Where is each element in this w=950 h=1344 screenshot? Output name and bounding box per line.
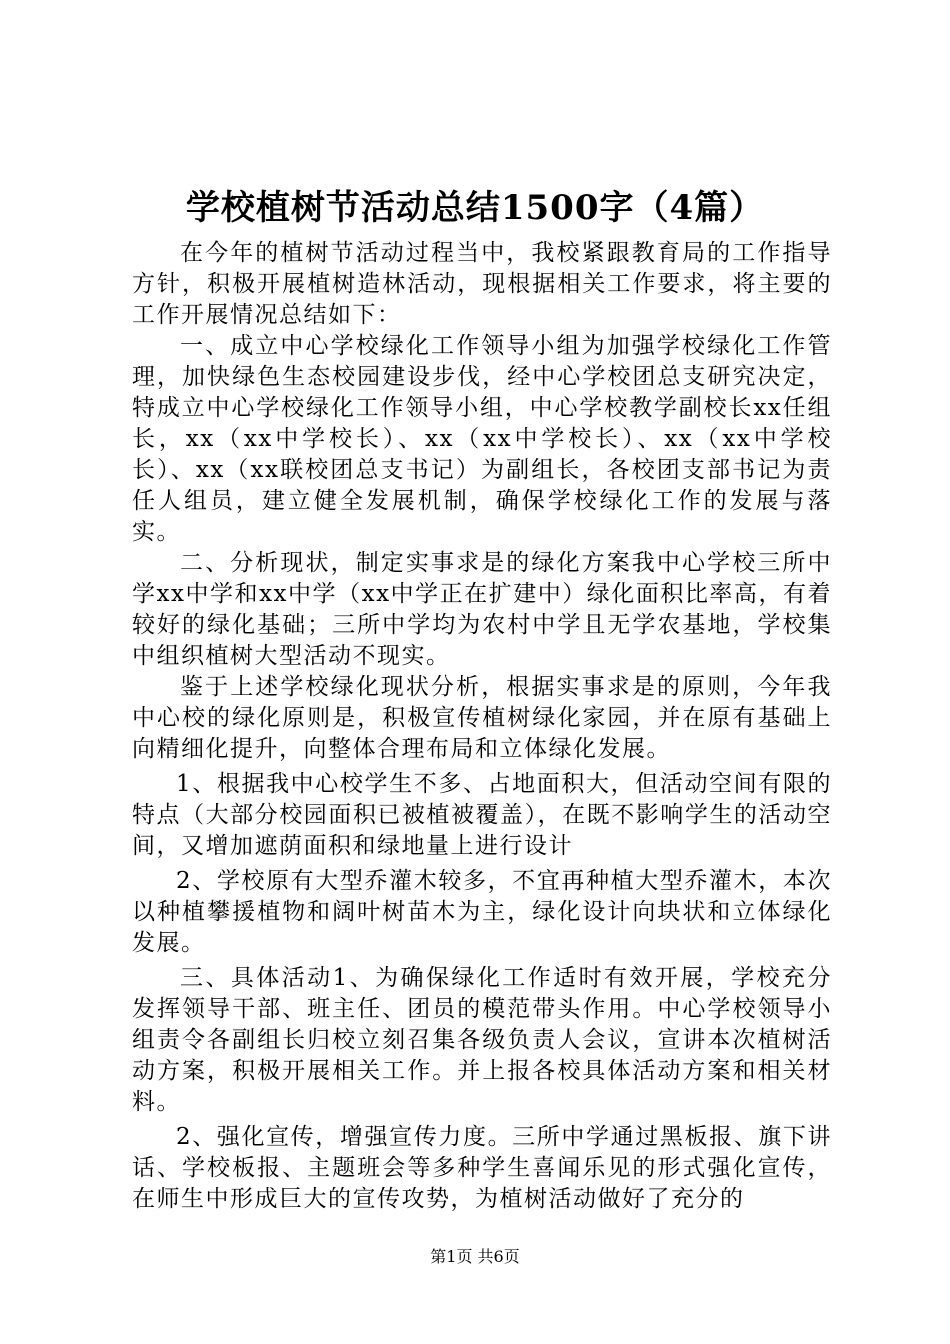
paragraph-principle: 鉴于上述学校绿化现状分析，根据实事求是的原则，今年我中心校的绿化原则是，积极宣传植树绿化家园，并在原有基础上向精细化提升，向整体合理布局和立体绿化发展。 xyxy=(132,674,832,762)
page-number-footer: 第1页 共6页 xyxy=(430,1247,520,1266)
document-title: 学校植树节活动总结1500字（4篇） xyxy=(185,188,765,228)
document-body xyxy=(132,238,832,1215)
paragraph-section-3: 三、具体活动1、为确保绿化工作适时有效开展，学校充分发挥领导干部、班主任、团员的模范带头作用。中心学校领导小组责令各副组长归校立刻召集各级负责人会议，宣讲本次植树活动方案，积极开展相关工作。并上报各校具体活动方案和相关材料。 xyxy=(132,965,832,1115)
paragraph-item-2: 2、学校原有大型乔灌木较多，不宜再种植大型乔灌木，本次以种植攀援植物和阔叶树苗木为主，绿化设计向块状和立体绿化发展。 xyxy=(132,868,832,956)
paragraph-intro: 在今年的植树节活动过程当中，我校紧跟教育局的工作指导方针，积极开展植树造林活动，现根据相关工作要求，将主要的工作开展情况总结如下： xyxy=(132,240,832,328)
paragraph-section-1: 一、成立中心学校绿化工作领导小组为加强学校绿化工作管理，加快绿色生态校园建设步伐，经中心学校团总支研究决定，特成立中心学校绿化工作领导小组，中心学校教学副校长xx任组长，xx（xx中学校长）、xx（xx中学校长）、xx（xx中学校长）、xx（xx联校团总支书记）为副组长，各校团支部书记为责任人组员，建立健全发展机制，确保学校绿化工作的发展与落实。 xyxy=(132,333,832,545)
paragraph-publicity: 2、强化宣传，增强宣传力度。三所中学通过黑板报、旗下讲话、学校板报、主题班会等多种学生喜闻乐见的形式强化宣传，在师生中形成巨大的宣传攻势，为植树活动做好了充分的 xyxy=(132,1124,832,1212)
paragraph-section-2: 二、分析现状，制定实事求是的绿化方案我中心学校三所中学xx中学和xx中学（xx中学正在扩建中）绿化面积比率高，有着较好的绿化基础；三所中学均为农村中学且无学农基地，学校集中组织植树大型活动不现实。 xyxy=(132,550,832,669)
paragraph-item-1: 1、根据我中心校学生不多、占地面积大，但活动空间有限的特点（大部分校园面积已被植被覆盖），在既不影响学生的活动空间，又增加遮荫面积和绿地量上进行设计 xyxy=(132,771,832,859)
